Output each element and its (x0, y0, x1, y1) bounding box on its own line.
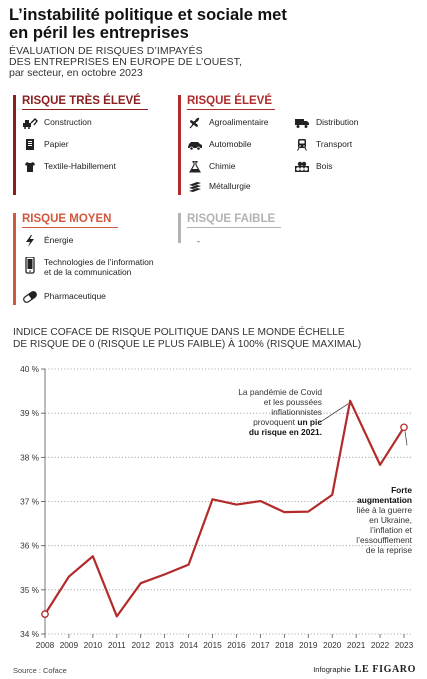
annotation-line: et les poussées (263, 397, 322, 407)
x-tick-label: 2023 (394, 640, 414, 650)
x-tick-label: 2018 (275, 640, 294, 650)
annotation-emphasis: Forte (391, 485, 412, 495)
risk-bar (178, 213, 181, 243)
risk-group-medium (13, 213, 173, 305)
x-tick-label: 2011 (107, 640, 126, 650)
x-tick-label: 2009 (59, 640, 79, 650)
y-tick-label: 35 % (20, 584, 39, 595)
risk-heading: RISQUE MOYEN (22, 213, 112, 225)
sector-item (22, 117, 92, 129)
sector-label: Bois (316, 161, 333, 171)
sector-label-line-2: et de la communication (44, 267, 132, 277)
risk-bar (178, 95, 181, 195)
sector-label: Textile-Habillement (44, 161, 116, 171)
metal-bars-icon (187, 181, 203, 193)
sector-item (294, 117, 359, 129)
sector-item (22, 161, 116, 173)
excavator-icon (22, 117, 38, 129)
paper-icon (22, 139, 38, 151)
risk-group-very-high (13, 95, 163, 195)
car-icon (187, 139, 203, 151)
heading-underline (22, 109, 148, 110)
series-start-marker (42, 611, 48, 617)
x-tick-label: 2019 (299, 640, 318, 650)
sector-label: Construction (44, 117, 92, 127)
x-tick-label: 2008 (35, 640, 55, 650)
chart-title-line-2: DE RISQUE DE 0 (RISQUE LE PLUS FAIBLE) À 100% (RISQUE MAXIMAL) (13, 339, 362, 350)
credit (313, 664, 416, 675)
sector-label: Distribution (316, 117, 359, 127)
risk-heading: RISQUE TRÈS ÉLEVÉ (22, 95, 141, 107)
sector-label-line-1: Technologies de l’information (44, 257, 154, 267)
y-tick-label: 38 % (20, 452, 39, 463)
annotation-emphasis: un pic (297, 417, 322, 427)
sector-label: Pharmaceutique (44, 291, 106, 301)
shirt-icon (22, 161, 38, 173)
annotation-text: provoquent (253, 417, 298, 427)
subtitle (9, 46, 329, 79)
subtitle-line-1: ÉVALUATION DE RISQUES D’IMPAYÉS (9, 45, 203, 57)
sector-label: Transport (316, 139, 353, 149)
train-icon (294, 139, 310, 151)
y-tick-label: 34 % (20, 629, 39, 639)
x-tick-label: 2020 (322, 640, 342, 650)
y-tick-label: 39 % (20, 408, 39, 419)
lightning-icon (22, 235, 38, 247)
annotation-line: l’essoufflement (356, 535, 412, 545)
source-note: Source : Coface (13, 666, 67, 675)
risk-group-low (178, 213, 298, 246)
subtitle-line-2: DES ENTREPRISES EN EUROPE DE L’OUEST, (9, 56, 243, 68)
logs-icon (294, 161, 310, 173)
sector-item (187, 161, 235, 173)
sector-item (22, 139, 69, 151)
y-tick-label: 36 % (20, 540, 39, 551)
sector-label: - (197, 236, 200, 246)
risk-heading: RISQUE ÉLEVÉ (187, 95, 272, 107)
annotation-line: de la reprise (365, 545, 412, 555)
sector-item (197, 236, 200, 246)
sector-label: Métallurgie (209, 181, 251, 191)
annotation-covid-peak (200, 387, 322, 437)
annotation-line (310, 495, 412, 505)
truck-icon (294, 117, 310, 129)
risk-heading: RISQUE FAIBLE (187, 213, 276, 225)
annotation-leader-line (405, 431, 407, 445)
risk-group-high (178, 95, 408, 195)
sector-item (22, 235, 73, 247)
sector-item (294, 161, 333, 173)
x-tick-label: 2016 (227, 640, 246, 650)
x-tick-label: 2021 (346, 640, 366, 650)
sector-item (187, 117, 269, 129)
x-tick-label: 2010 (83, 640, 103, 650)
y-tick-label: 40 % (20, 364, 39, 374)
annotation-line: inflationnistes (271, 407, 322, 417)
sector-item (187, 181, 251, 193)
x-tick-label: 2012 (131, 640, 150, 650)
subtitle-line-3: par secteur, en octobre 2023 (9, 67, 143, 79)
sector-label: Agroalimentaire (209, 117, 269, 127)
chart-title-line-1: INDICE COFACE DE RISQUE POLITIQUE DANS LE MONDE ÉCHELLE (13, 327, 345, 338)
risk-bar (13, 95, 16, 195)
x-tick-label: 2022 (370, 640, 390, 650)
annotation-line: liée à la guerre (356, 505, 412, 515)
sector-item (187, 139, 252, 151)
sector-label: Chimie (209, 161, 236, 171)
heading-underline (187, 227, 281, 228)
y-tick-label: 37 % (20, 496, 39, 507)
credit-label: Infographie (313, 665, 351, 674)
sector-item (294, 139, 352, 151)
annotation-line (200, 427, 322, 437)
sector-label (44, 257, 154, 277)
sector-item (22, 257, 154, 277)
sector-label: Papier (44, 139, 69, 149)
annotation-line: l’inflation et (370, 525, 412, 535)
annotation-line (200, 417, 322, 427)
risk-bar (13, 213, 16, 305)
x-tick-label: 2015 (203, 640, 222, 650)
chart-title (13, 327, 393, 351)
annotation-emphasis: du risque en 2021. (248, 427, 322, 437)
annotation-strong-increase (310, 485, 412, 555)
flask-icon (187, 161, 203, 173)
x-tick-label: 2014 (179, 640, 198, 650)
sector-label: Énergie (44, 235, 74, 245)
series-end-marker (401, 424, 407, 430)
annotation-line (310, 485, 412, 495)
phone-icon (22, 257, 38, 275)
heading-underline (22, 227, 118, 228)
annotation-line: en Ukraine, (369, 515, 412, 525)
wheat-icon (187, 117, 203, 129)
x-tick-label: 2017 (251, 640, 270, 650)
brand-logo: LE FIGARO (354, 664, 416, 675)
pill-icon (22, 291, 38, 303)
annotation-emphasis: augmentation (357, 495, 412, 505)
heading-underline (187, 109, 275, 110)
sector-item (22, 291, 106, 303)
sector-label: Automobile (209, 139, 252, 149)
x-tick-label: 2013 (155, 640, 174, 650)
annotation-line: La pandémie de Covid (238, 387, 322, 397)
page-title: L’instabilité politique et sociale met en péril les entreprises (9, 6, 287, 42)
